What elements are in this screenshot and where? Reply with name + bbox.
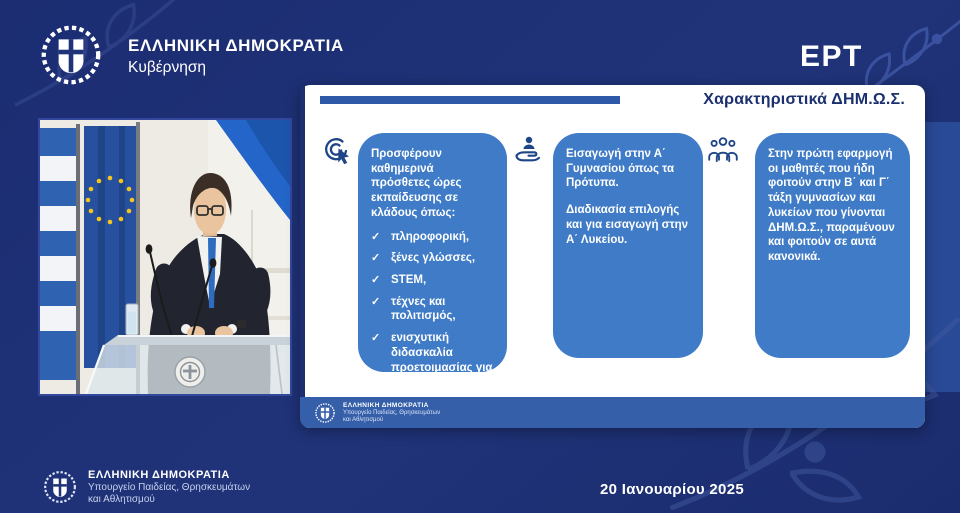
people-group-icon [707,134,739,166]
presentation-slide [300,85,925,428]
ministry-identity-block [42,469,250,505]
list-item: ✓ STEM, [371,274,427,287]
republic-title: ΕΛΛΗΝΙΚΗ ΔΗΜΟΚΡΑΤΙΑ [128,36,344,55]
slide-footer-ministry: ΕΛΛΗΝΙΚΗ ΔΗΜΟΚΡΑΤΙΑ Υπουργείο Παιδείας, Θρησκευμάτων και Αθλητισμού [343,402,441,423]
hand-person-icon [512,134,544,166]
slide-card-offer-hours [358,133,507,389]
check-icon: ✓ [371,274,381,287]
card-paragraph: Διαδικασία επιλογής και για εισαγωγή στην Α΄ Λυκείου. [566,204,689,246]
slide-card-admission [553,133,703,358]
list-item: ✓ ξένες γλώσσες, [371,252,476,265]
list-item: ✓ τέχνες και πολιτισμός, [371,295,456,323]
list-item: ✓ πληροφορική, [371,230,470,243]
greek-republic-emblem [42,469,78,505]
card-paragraph: Στην πρώτη εφαρμογή οι μαθητές που ήδη φοιτούν στην Β΄ και Γ΄ τάξη γυμνασίων και λυκείων που γίνονται ΔΗΜ.Ω.Σ., παραμένουν και φοιτούν σε αυτά κανονικά. [768,148,895,264]
footer-ministry-line2: και Αθλητισμού [88,494,155,505]
slide-card-first-application [755,133,910,358]
government-subtitle: Κυβέρνηση [128,59,207,76]
footer-republic: ΕΛΛΗΝΙΚΗ ΔΗΜΟΚΡΑΤΙΑ [88,469,230,481]
podium-scene [40,120,290,394]
slide-footer-bar [300,397,925,428]
ert-broadcaster-logo: ΕΡΤ [800,40,863,73]
broadcast-date: 20 Ιανουαρίου 2025 [600,481,744,498]
card-paragraph: Εισαγωγή στην Α΄ Γυμνασίου όπως τα Πρότυπα. [566,148,675,190]
slide-top-bar [320,96,620,104]
cursor-click-icon [321,135,353,167]
speaker-video-feed [38,118,292,396]
check-icon: ✓ [371,295,381,308]
slide-title: Χαρακτηριστικά ΔΗΜ.Ω.Σ. [703,91,905,108]
check-icon: ✓ [371,230,381,243]
slide-left-accent [300,85,305,428]
check-icon: ✓ [371,252,381,265]
card-intro: Προσφέρουν καθημερινά πρόσθετες ώρες εκπαίδευσης σε κλάδους όπως: [371,148,462,219]
list-item: ✓ ενισχυτική διδασκαλία προετοιμασίας για Πανελλαδικές. [371,332,493,389]
card-list [371,230,494,390]
greek-republic-emblem [314,402,336,424]
government-brand [128,36,344,77]
check-icon: ✓ [371,332,381,345]
greek-republic-emblem [38,22,104,88]
footer-ministry-line1: Υπουργείο Παιδείας, Θρησκευμάτων [88,482,251,493]
